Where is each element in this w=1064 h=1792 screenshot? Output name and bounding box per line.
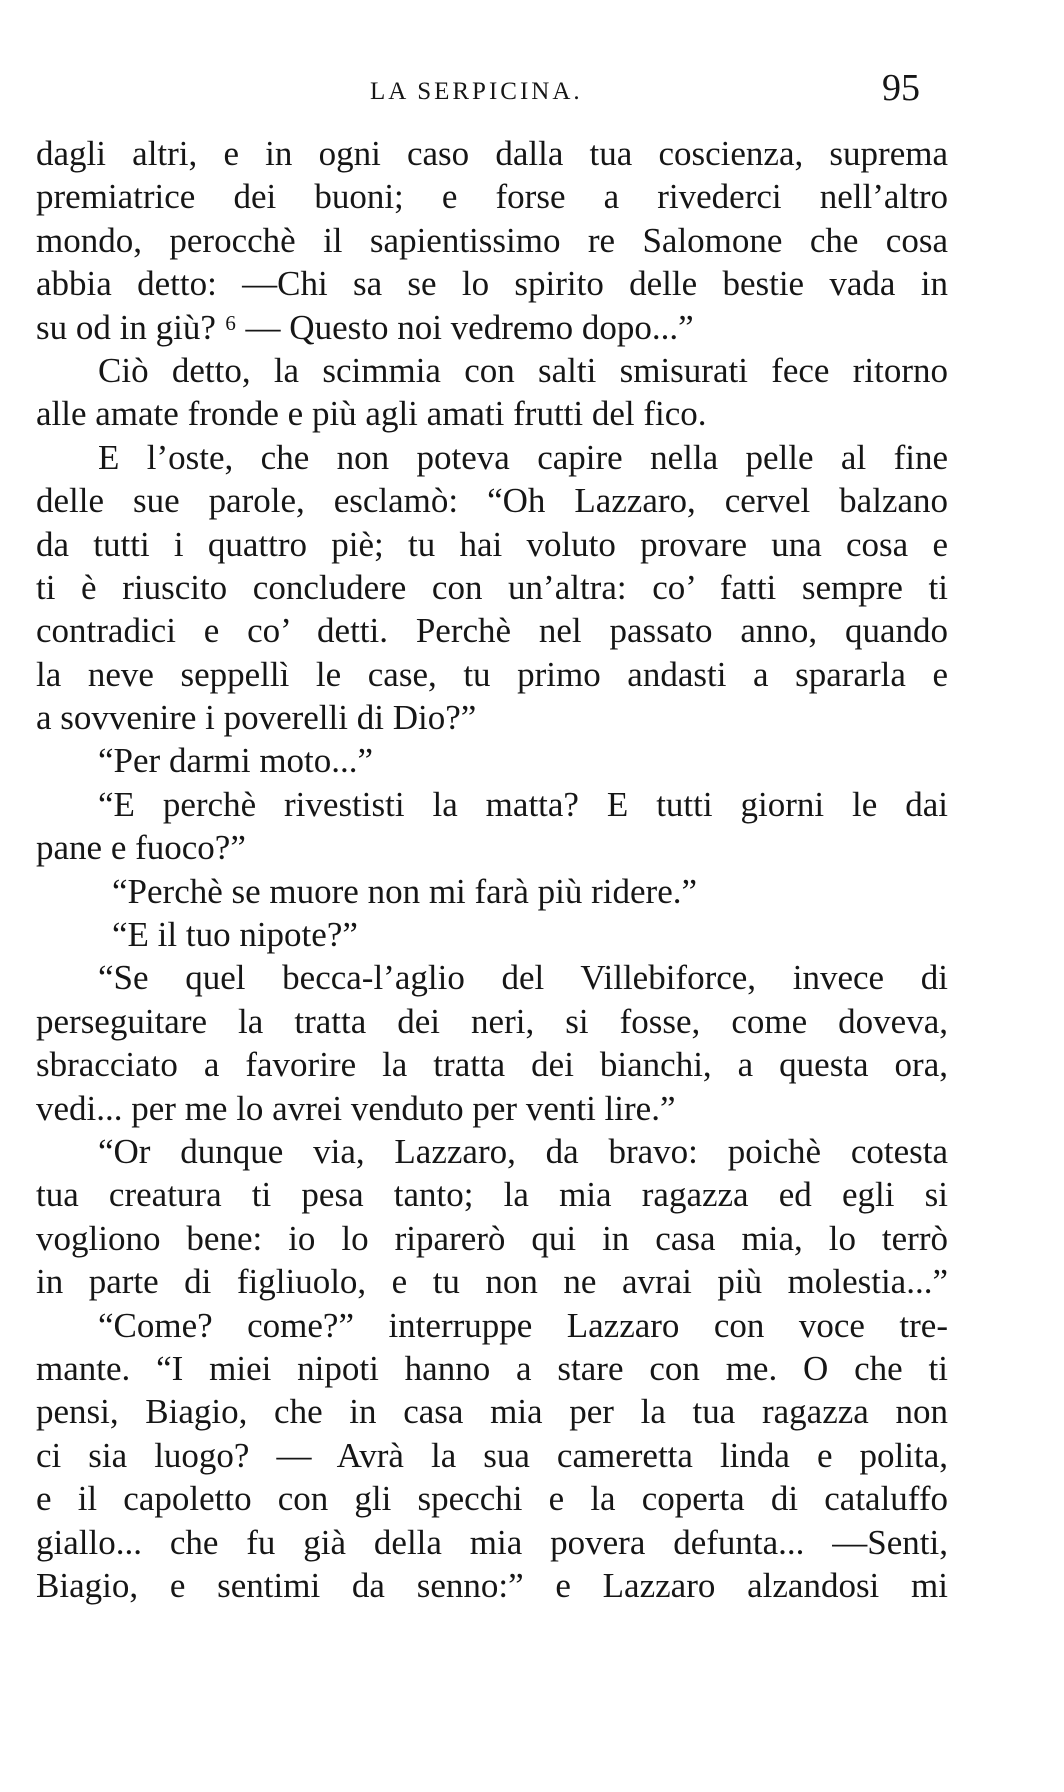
text-line: su od in giù? ⁶ — Questo noi vedremo dopo...” bbox=[36, 307, 694, 347]
text-line: alle amate fronde e più agli amati frutti del fico. bbox=[36, 394, 707, 434]
text-line: contradici e co’ detti. Perchè nel passato anno, quando bbox=[36, 611, 948, 651]
text-line: abbia detto: —Chi sa se lo spirito delle bestie vada in bbox=[36, 264, 948, 304]
text-line: vogliono bene: io lo riparerò qui in casa mia, lo terrò bbox=[36, 1218, 948, 1258]
paragraph-start-line: Ciò detto, la scimmia con salti smisurati fece ritorno bbox=[98, 350, 948, 390]
text-line: pane e fuoco?” bbox=[36, 828, 246, 868]
text-line: e il capoletto con gli specchi e la coperta di cataluffo bbox=[36, 1479, 948, 1519]
dialogue-line: “E perchè rivestisti la matta? E tutti giorni le dai bbox=[98, 784, 948, 824]
text-line: in parte di figliuolo, e tu non ne avrai più molestia...” bbox=[36, 1262, 948, 1302]
text-line: Biagio, e sentimi da senno:” e Lazzaro alzandosi mi bbox=[36, 1565, 948, 1605]
dialogue-line: “Se quel becca-l’aglio del Villebiforce, invece di bbox=[98, 958, 948, 998]
text-line: giallo... che fu già della mia povera defunta... —Senti, bbox=[36, 1522, 948, 1562]
text-line: perseguitare la tratta dei neri, si fosse, come doveva, bbox=[36, 1001, 948, 1041]
running-title: LA SERPICINA. bbox=[370, 78, 583, 105]
text-line: dagli altri, e in ogni caso dalla tua coscienza, suprema bbox=[36, 134, 948, 173]
text-line: mante. “I miei nipoti hanno a stare con me. O che ti bbox=[36, 1348, 948, 1388]
text-line: mondo, perocchè il sapientissimo re Salomone che cosa bbox=[36, 220, 948, 260]
text-line: sbracciato a favorire la tratta dei bianchi, a questa ora, bbox=[36, 1045, 948, 1085]
dialogue-line: “Per darmi moto...” bbox=[98, 741, 374, 781]
text-line: la neve seppellì le case, tu primo andasti a spararla e bbox=[36, 654, 948, 694]
text-line: da tutti i quattro piè; tu hai voluto provare una cosa e bbox=[36, 524, 948, 564]
dialogue-line: “E il tuo nipote?” bbox=[112, 915, 358, 955]
text-line: pensi, Biagio, che in casa mia per la tua ragazza non bbox=[36, 1392, 948, 1432]
page-number: 95 bbox=[882, 67, 920, 109]
text-line: ci sia luogo? — Avrà la sua cameretta linda e polita, bbox=[36, 1435, 948, 1475]
text-line: vedi... per me lo avrei venduto per venti lire.” bbox=[36, 1088, 676, 1128]
text-line: delle sue parole, esclamò: “Oh Lazzaro, cervel balzano bbox=[36, 481, 948, 521]
body-text bbox=[36, 132, 948, 1607]
dialogue-line: “Perchè se muore non mi farà più ridere.” bbox=[112, 871, 698, 911]
dialogue-line: “Come? come?” interruppe Lazzaro con voce tre- bbox=[98, 1305, 948, 1345]
dialogue-line: “Or dunque via, Lazzaro, da bravo: poichè cotesta bbox=[98, 1131, 948, 1171]
text-line: ti è riuscito concludere con un’altra: co’ fatti sempre ti bbox=[36, 567, 948, 607]
text-line: premiatrice dei buoni; e forse a rivederci nell’altro bbox=[36, 177, 948, 217]
text-line: tua creatura ti pesa tanto; la mia ragazza ed egli si bbox=[36, 1175, 948, 1215]
text-line: a sovvenire i poverelli di Dio?” bbox=[36, 698, 477, 738]
paragraph-start-line: E l’oste, che non poteva capire nella pelle al fine bbox=[98, 437, 948, 477]
